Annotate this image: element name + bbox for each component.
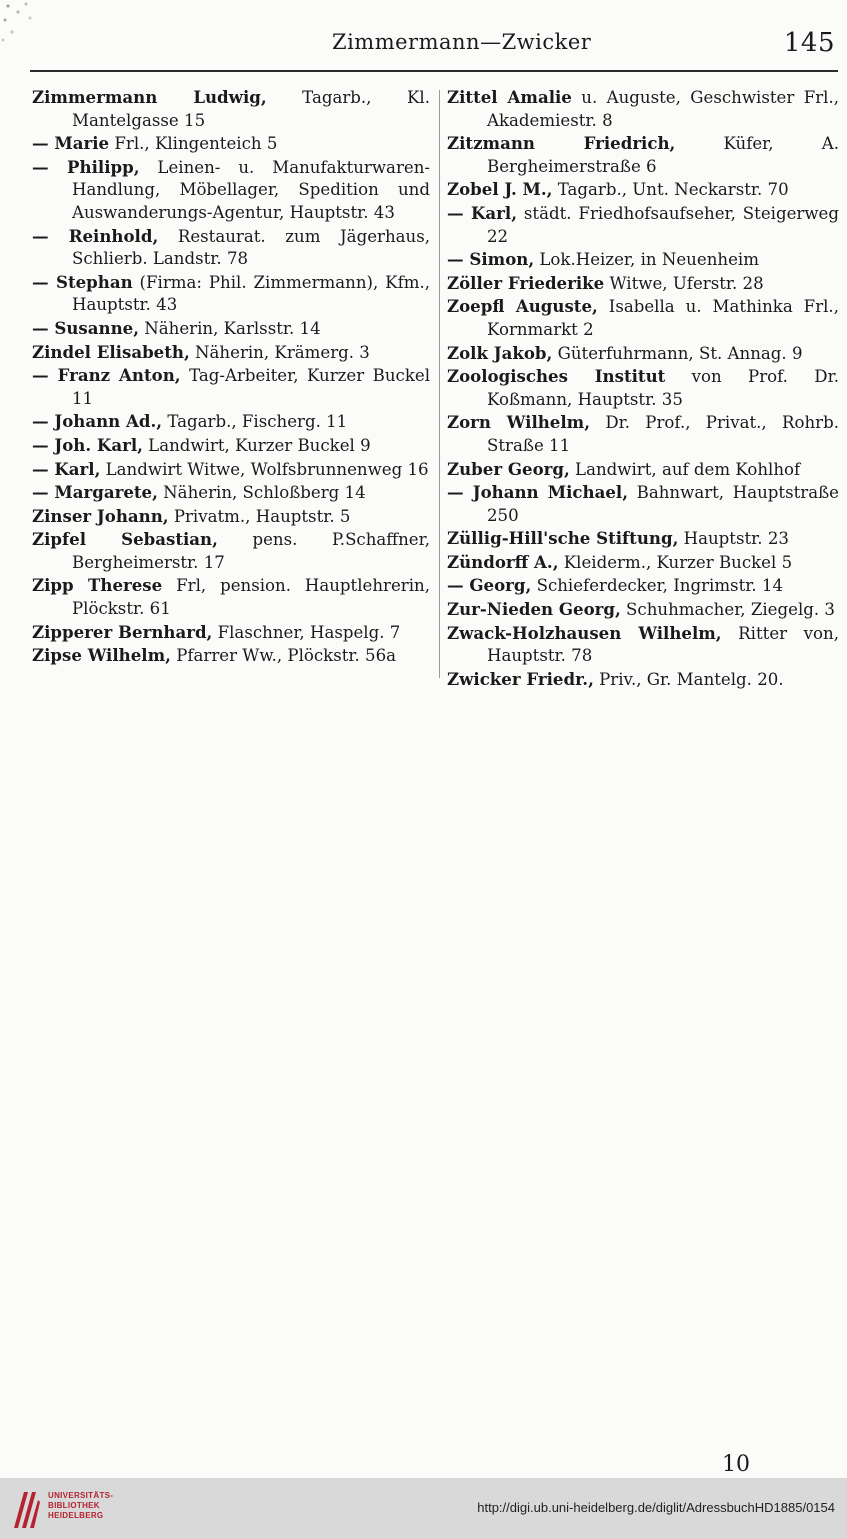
entry-details: Tagarb., Unt. Neckarstr. 70 (552, 180, 789, 200)
header-rule (30, 70, 838, 72)
entry-details: Schieferdecker, Ingrimstr. 14 (531, 576, 784, 596)
signature-mark: 10 (722, 1452, 750, 1477)
entry-details: Dr. Prof., Privat., Rohrb. Straße 11 (487, 413, 839, 455)
directory-entry (32, 132, 430, 156)
entry-details: Isabella u. Mathinka Frl., Kornmarkt 2 (487, 297, 839, 339)
entry-name: Zur-Nieden Georg, (447, 599, 621, 620)
entry-details: Tag-Arbeiter, Kurzer Buckel 11 (72, 366, 430, 408)
directory-entry (32, 410, 430, 434)
entry-details: Landwirt, auf dem Kohlhof (569, 459, 801, 479)
directory-entry (32, 156, 430, 225)
entry-details: Landwirt, Kurzer Buckel 9 (142, 435, 371, 455)
entry-details: Landwirt Witwe, Wolfsbrunnenweg 16 (100, 459, 429, 479)
entry-name: Zitzmann Friedrich, (447, 133, 676, 154)
directory-entry (32, 317, 430, 341)
entry-name: Zwicker Friedr., (447, 668, 594, 689)
entry-name: Zittel Amalie (447, 87, 572, 107)
entry-name: Zipfel Sebastian, (32, 529, 218, 550)
library-name-line: UNIVERSITÄTS- (48, 1491, 114, 1500)
entry-name: Zipperer Bernhard, (32, 621, 213, 642)
right-column (447, 86, 839, 691)
directory-entry (447, 574, 839, 598)
entry-details: von Prof. Dr. Koßmann, Hauptstr. 35 (487, 367, 839, 409)
entry-details: städt. Friedhofsaufseher, Steigerweg 22 (487, 203, 839, 246)
entry-details: Lok.Heizer, in Neuenheim (534, 250, 759, 270)
entry-name: Zipp Therese (32, 575, 163, 596)
entry-name: Zimmermann Ludwig, (32, 87, 267, 107)
left-column (32, 86, 430, 668)
directory-entry (447, 551, 839, 575)
directory-entry (447, 248, 839, 272)
entry-name: Zoepfl Auguste, (447, 296, 598, 317)
directory-entry (447, 668, 839, 692)
entry-details: Pfarrer Ww., Plöckstr. 56a (170, 646, 397, 666)
university-library-logo-icon (10, 1488, 42, 1530)
page-number: 145 (783, 28, 835, 58)
directory-entry (447, 458, 839, 482)
directory-entry (447, 295, 839, 341)
entry-name: Züllig-Hill'sche Stiftung, (447, 528, 679, 549)
entry-details: Witwe, Uferstr. 28 (604, 273, 764, 293)
entry-details: u. Auguste, Geschwister Frl., Akademiestr. 8 (487, 88, 839, 130)
entry-details: Priv., Gr. Mantelg. 20. (593, 669, 784, 689)
entry-name: Zindel Elisabeth, (32, 341, 190, 362)
directory-entry (32, 621, 430, 645)
entry-details: Bahnwart, Hauptstraße 250 (487, 483, 839, 525)
directory-entry (447, 481, 839, 527)
entry-details: Hauptstr. 23 (678, 529, 789, 549)
entry-name: — Simon, (447, 249, 535, 270)
entry-name: Zipse Wilhelm, (32, 645, 171, 666)
entry-name: Zündorff A., (447, 551, 559, 572)
directory-entry (32, 458, 430, 482)
entry-name: — Joh. Karl, (32, 434, 143, 455)
directory-entry (32, 644, 430, 668)
directory-entry (32, 341, 430, 365)
directory-entry (32, 481, 430, 505)
directory-entry (32, 86, 430, 132)
entry-name: — Johann Michael, (447, 482, 628, 503)
entry-details: Frl, pension. Hauptlehrerin, Plöckstr. 61 (72, 576, 430, 619)
entry-name: — Reinhold, (32, 225, 159, 246)
entry-details: Küfer, A. Bergheimerstraße 6 (487, 134, 839, 176)
entry-details: (Firma: Phil. Zimmermann), Kfm., Hauptstr. 43 (72, 272, 431, 315)
directory-entry (447, 86, 839, 132)
directory-entry (32, 225, 430, 271)
entry-name: Zobel J. M., (447, 179, 553, 200)
directory-entry (447, 132, 839, 178)
directory-entry (447, 202, 839, 248)
entry-name: Zöller Friederike (447, 272, 605, 293)
running-head (0, 30, 847, 60)
directory-entry (447, 342, 839, 366)
directory-entry (447, 598, 839, 622)
footer-bar (0, 1478, 847, 1539)
library-name-line: HEIDELBERG (48, 1511, 104, 1520)
entry-name: Zwack-Holzhausen Wilhelm, (447, 622, 722, 643)
directory-entry (447, 411, 839, 457)
entry-name: — Philipp, (32, 156, 140, 177)
entry-name: — Stephan (32, 271, 133, 292)
entry-details: Güterfuhrmann, St. Annag. 9 (552, 343, 803, 363)
entry-name: Zolk Jakob, (447, 342, 553, 363)
entry-details: Ritter von, Hauptstr. 78 (487, 623, 839, 666)
entry-details: Leinen- u. Manufakturwaren-Handlung, Möbellager, Spedition und Auswanderungs-Agentur, Hauptstr. 43 (72, 157, 431, 222)
entry-name: Zorn Wilhelm, (447, 412, 591, 433)
directory-entry (32, 271, 430, 317)
entry-details: Privatm., Hauptstr. 5 (168, 506, 351, 526)
entry-details: Frl., Klingenteich 5 (109, 134, 278, 154)
entry-name: — Johann Ad., (32, 411, 163, 432)
source-url-link[interactable]: http://digi.ub.uni-heidelberg.de/diglit/AdressbuchHD1885/0154 (477, 1500, 835, 1515)
directory-entry (447, 527, 839, 551)
directory-entry (447, 178, 839, 202)
directory-entry (447, 365, 839, 411)
entry-details: Tagarb., Fischerg. 11 (162, 412, 348, 432)
entry-details: Flaschner, Haspelg. 7 (212, 622, 401, 642)
library-name (48, 1491, 113, 1521)
directory-entry (32, 434, 430, 458)
entry-details: Näherin, Schloßberg 14 (157, 483, 366, 503)
entry-name: Zinser Johann, (32, 505, 169, 526)
directory-entry (447, 272, 839, 296)
column-divider (439, 90, 440, 678)
directory-entry (32, 505, 430, 529)
entry-name: — Marie (32, 133, 110, 154)
entry-name: Zuber Georg, (447, 458, 570, 479)
entry-name: — Karl, (32, 458, 101, 479)
directory-entry (32, 574, 430, 620)
entry-details: Näherin, Krämerg. 3 (189, 342, 370, 362)
directory-entry (447, 622, 839, 668)
entry-details: Schuhmacher, Ziegelg. 3 (620, 600, 835, 620)
entry-name: — Susanne, (32, 317, 139, 338)
entry-name: — Georg, (447, 575, 532, 596)
entry-details: Näherin, Karlsstr. 14 (138, 318, 321, 338)
entry-name: Zoologisches Institut (447, 366, 666, 387)
library-name-line: BIBLIOTHEK (48, 1501, 100, 1510)
entry-details: pens. P.Schaffner, Bergheimerstr. 17 (72, 530, 430, 572)
entry-name: — Franz Anton, (32, 365, 181, 386)
running-title: Zimmermann—Zwicker (332, 30, 592, 54)
entry-name: — Karl, (447, 202, 517, 223)
entry-details: Restaurat. zum Jägerhaus, Schlierb. Landstr. 78 (72, 226, 431, 269)
directory-entry (32, 528, 430, 574)
entry-details: Kleiderm., Kurzer Buckel 5 (558, 552, 793, 572)
directory-entry (32, 364, 430, 410)
entry-name: — Margarete, (32, 482, 158, 503)
entry-details: Tagarb., Kl. Mantelgasse 15 (72, 88, 430, 130)
